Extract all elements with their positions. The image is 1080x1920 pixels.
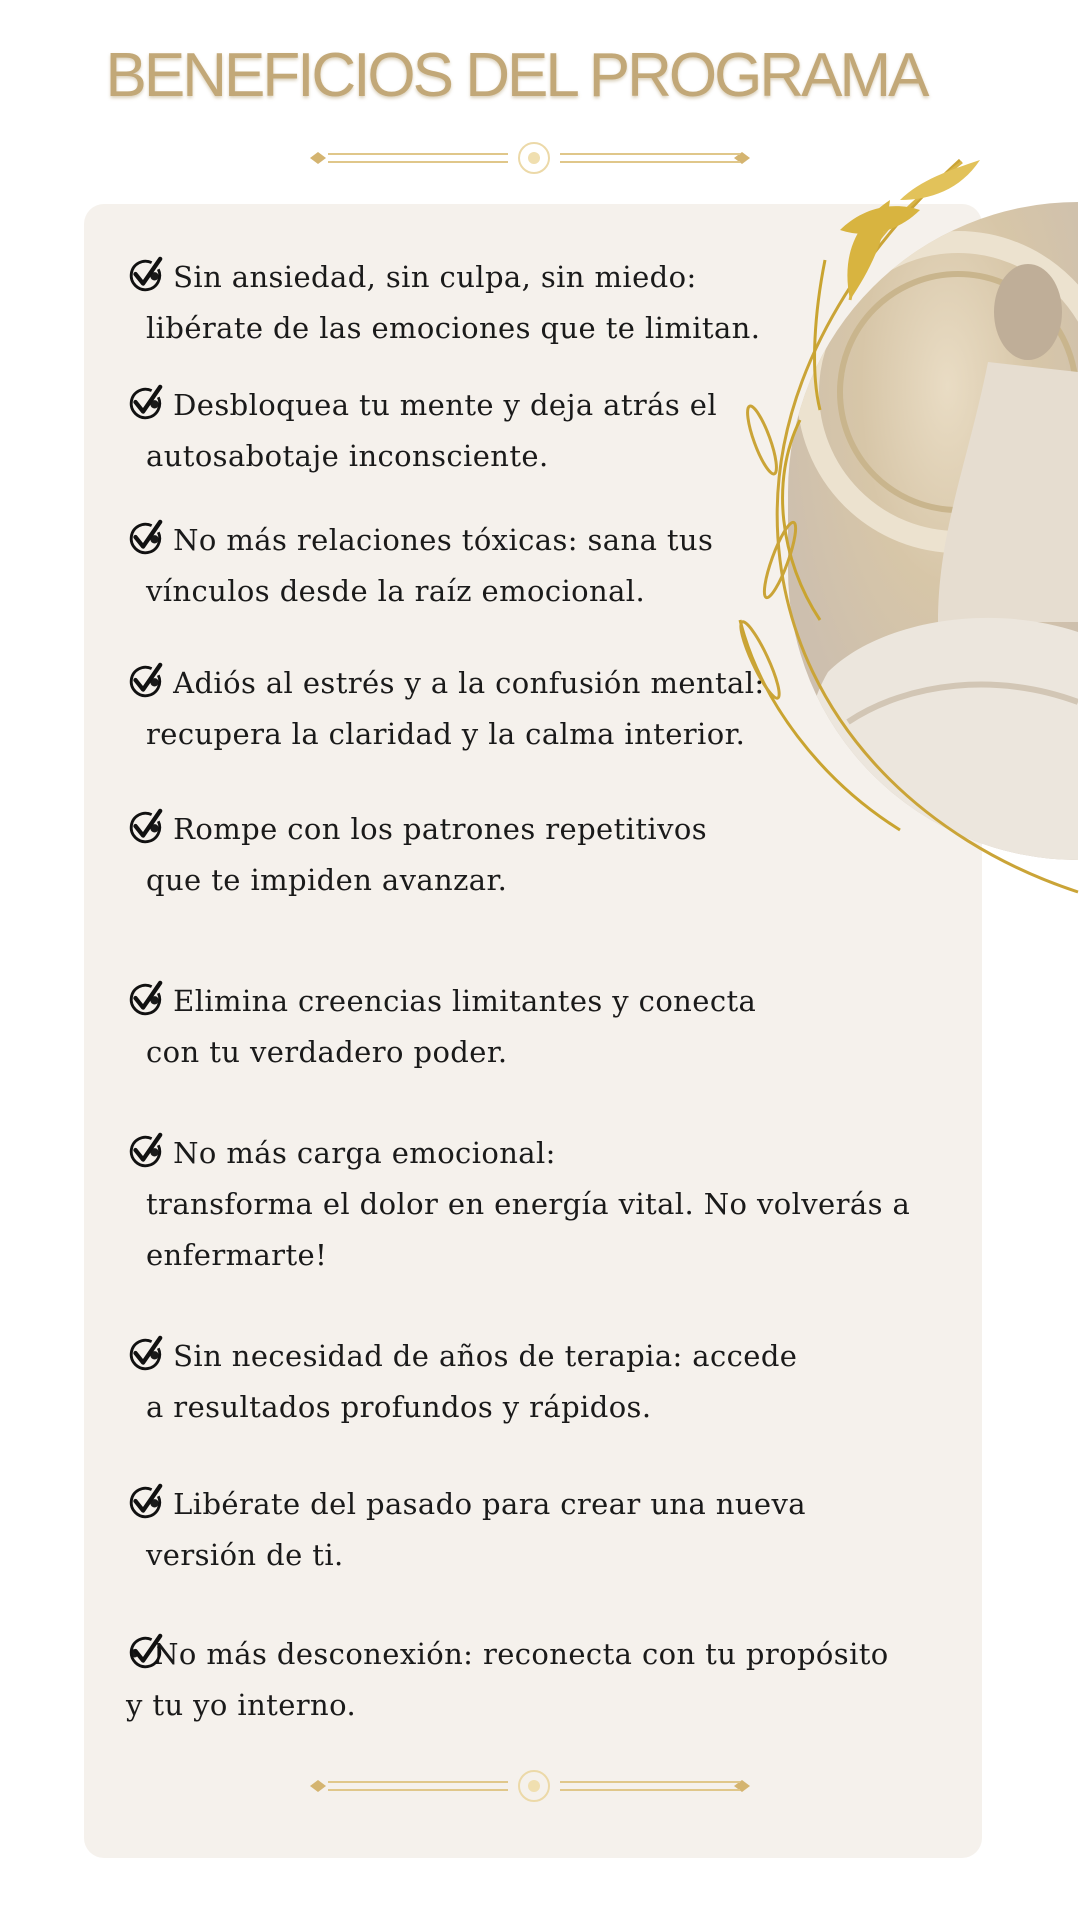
checkmark-circle-icon (126, 808, 164, 846)
checkmark-circle-icon (126, 519, 164, 557)
benefit-item (126, 1331, 966, 1433)
page-title: BENEFICIOS DEL PROGRAMA (105, 41, 927, 110)
benefit-item (126, 804, 966, 906)
benefit-item (126, 1479, 966, 1581)
benefit-item (126, 515, 966, 617)
benefit-item (126, 1629, 966, 1731)
benefit-text: • Elimina creencias limitantes y conecta con tu verdadero poder. (146, 984, 757, 1069)
benefit-text: • Rompe con los patrones repetitivos que te impiden avanzar. (146, 812, 707, 897)
checkmark-circle-icon (126, 1335, 164, 1373)
bottom-divider-ornament (308, 1770, 760, 1802)
checkmark-circle-icon (126, 1633, 164, 1671)
checkmark-circle-icon (126, 662, 164, 700)
benefit-text: • No más relaciones tóxicas: sana tus vínculos desde la raíz emocional. (146, 523, 714, 608)
checkmark-circle-icon (126, 1483, 164, 1521)
top-divider-ornament (308, 142, 760, 174)
benefit-item (126, 380, 966, 482)
benefit-text: • No más desconexión: reconecta con tu propósito y tu yo interno. (126, 1637, 889, 1722)
benefit-text: • Sin necesidad de años de terapia: accede a resultados profundos y rápidos. (146, 1339, 798, 1424)
benefit-item (126, 252, 966, 354)
benefit-item (126, 658, 966, 760)
benefit-text: • Adiós al estrés y a la confusión mental: recupera la claridad y la calma interior. (146, 666, 765, 751)
checkmark-circle-icon (126, 1132, 164, 1170)
benefit-text: • Desbloquea tu mente y deja atrás el autosabotaje inconsciente. (146, 388, 718, 473)
checkmark-circle-icon (126, 384, 164, 422)
benefit-item (126, 1128, 966, 1281)
benefit-text: • No más carga emocional: transforma el dolor en energía vital. No volverás a enfermarte! (146, 1136, 911, 1272)
checkmark-circle-icon (126, 980, 164, 1018)
checkmark-circle-icon (126, 256, 164, 294)
benefit-text: • Sin ansiedad, sin culpa, sin miedo: libérate de las emociones que te limitan. (146, 260, 761, 345)
benefit-text: • Libérate del pasado para crear una nueva versión de ti. (146, 1487, 806, 1572)
benefit-item (126, 976, 966, 1078)
